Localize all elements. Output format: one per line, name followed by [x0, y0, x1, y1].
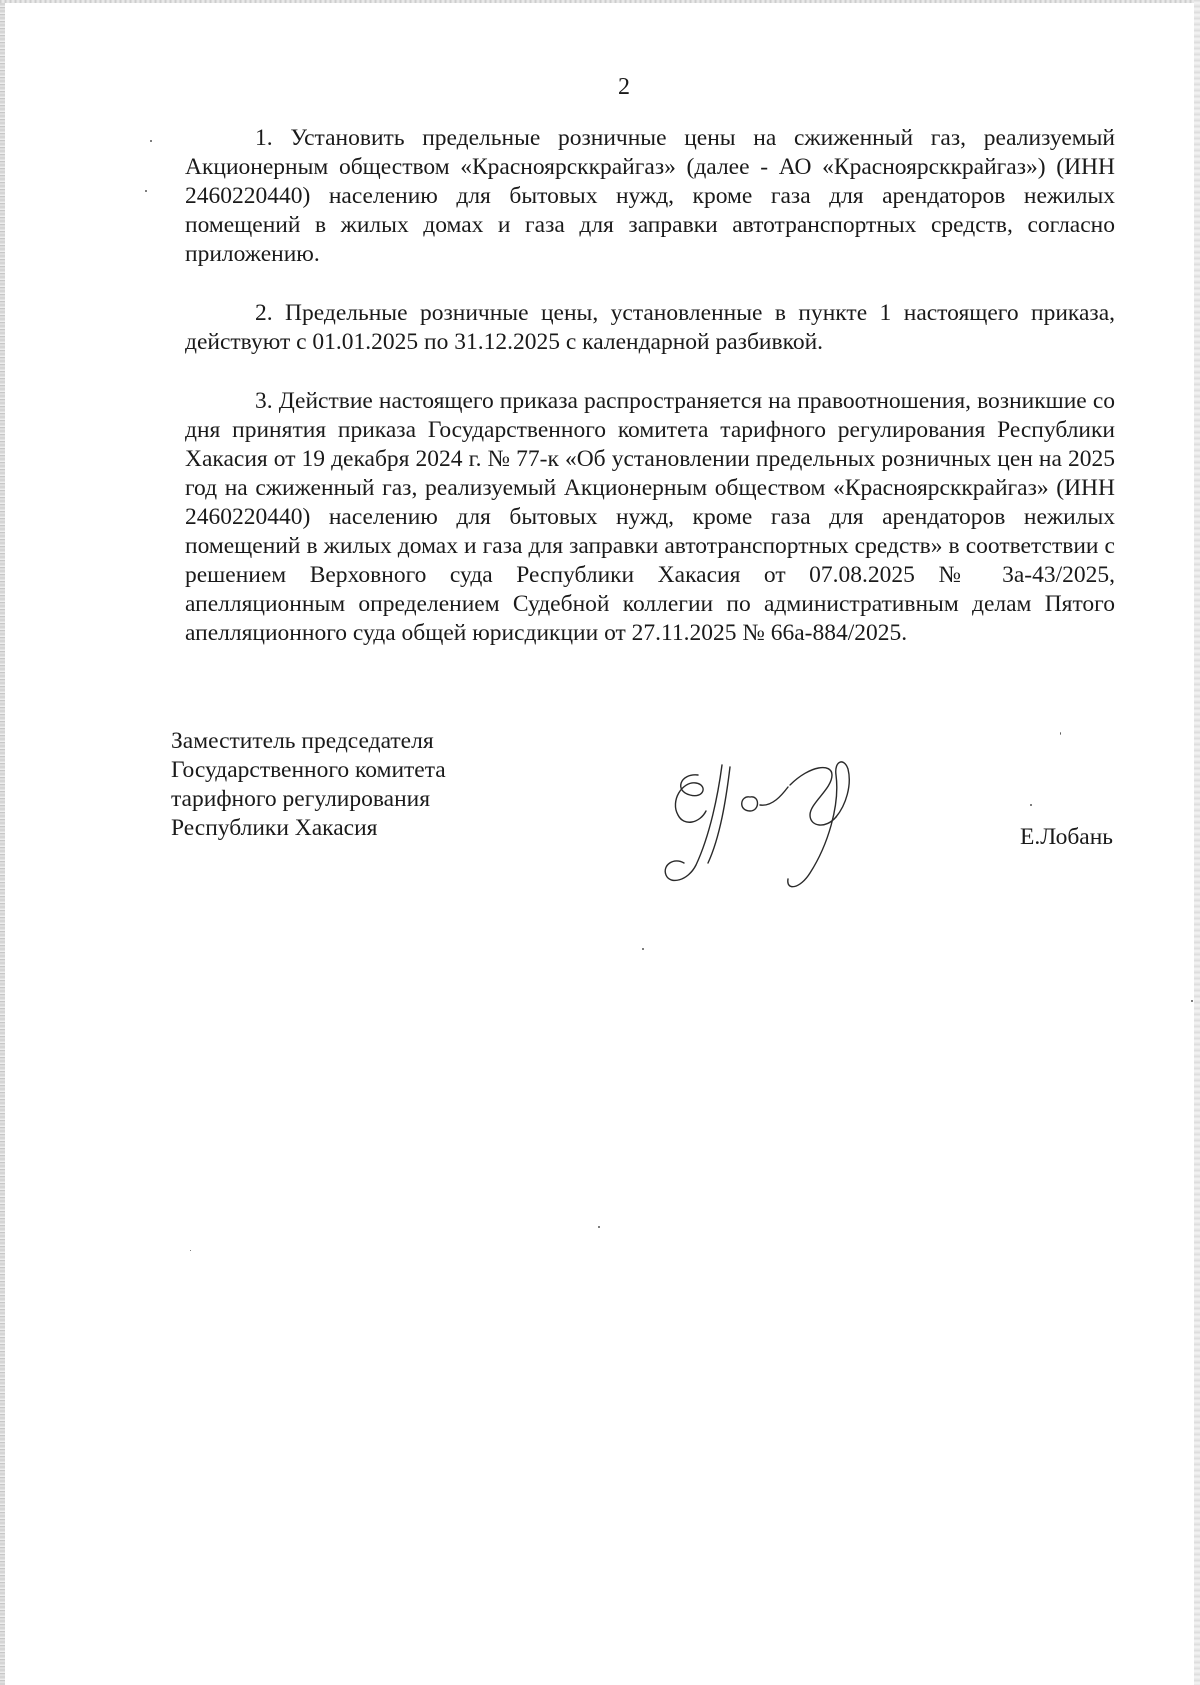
scan-speck — [150, 140, 152, 142]
paragraph-1: 1. Установить предельные розничные цены на сжиженный газ, реализуемый Акционерным обществом «Красноярсккрайгаз» (далее - АО «Красноярсккрайгаз») (ИНН 2460220440) населению для бытовых нужд, кроме газа для арендаторов нежилых помещений в жилых домах и газа для заправки автотранспортных средств, согласно приложению. — [185, 125, 1115, 267]
signatory-name: Е.Лобань — [1020, 824, 1114, 850]
scan-speck — [642, 948, 644, 950]
scan-speck — [1060, 732, 1061, 735]
page-number: 2 — [618, 74, 630, 100]
document-body — [185, 124, 1115, 678]
paragraph-2: 2. Предельные розничные цены, установленные в пункте 1 настоящего приказа, действуют с 01.01.2025 по 31.12.2025 с календарной разбивкой. — [185, 300, 1115, 355]
scan-edge-top — [0, 0, 1200, 3]
signatory-position-line: Заместитель председателя — [171, 728, 434, 754]
signatory-position-line: тарифного регулирования — [171, 786, 431, 812]
paragraph-3: 3. Действие настоящего приказа распространяется на правоотношения, возникшие со дня принятия приказа Государственного комитета тарифного регулирования Республики Хакасия от 19 декабря 2024 г. № 77-к «Об установлении предельных розничных цен на 2025 год на сжиженный газ, реализуемый Акционерным обществом «Красноярсккрайгаз» (ИНН 2460220440) населению для бытовых нужд, кроме газа для арендаторов нежилых помещений в жилых домах и газа для заправки автотранспортных средств» в соответствии с решением Верховного суда Республики Хакасия от 07.08.2025 № 3а-43/2025, апелляционным определением Судебной коллегии по административным делам Пятого апелляционного суда общей юрисдикции от 27.11.2025 № 66а-884/2025. — [185, 388, 1115, 646]
signatory-position-line: Республики Хакасия — [171, 815, 378, 841]
scan-speck — [1191, 1000, 1193, 1002]
scan-edge-left — [0, 0, 5, 1685]
scan-speck — [190, 1250, 191, 1251]
scan-speck — [598, 1226, 600, 1228]
signatory-position-line: Государственного комитета — [171, 757, 446, 783]
scan-speck — [1030, 804, 1032, 806]
scan-speck — [145, 190, 147, 192]
handwritten-signature — [660, 745, 890, 895]
signatory-position — [171, 727, 446, 843]
scan-edge-right — [1194, 0, 1200, 1685]
